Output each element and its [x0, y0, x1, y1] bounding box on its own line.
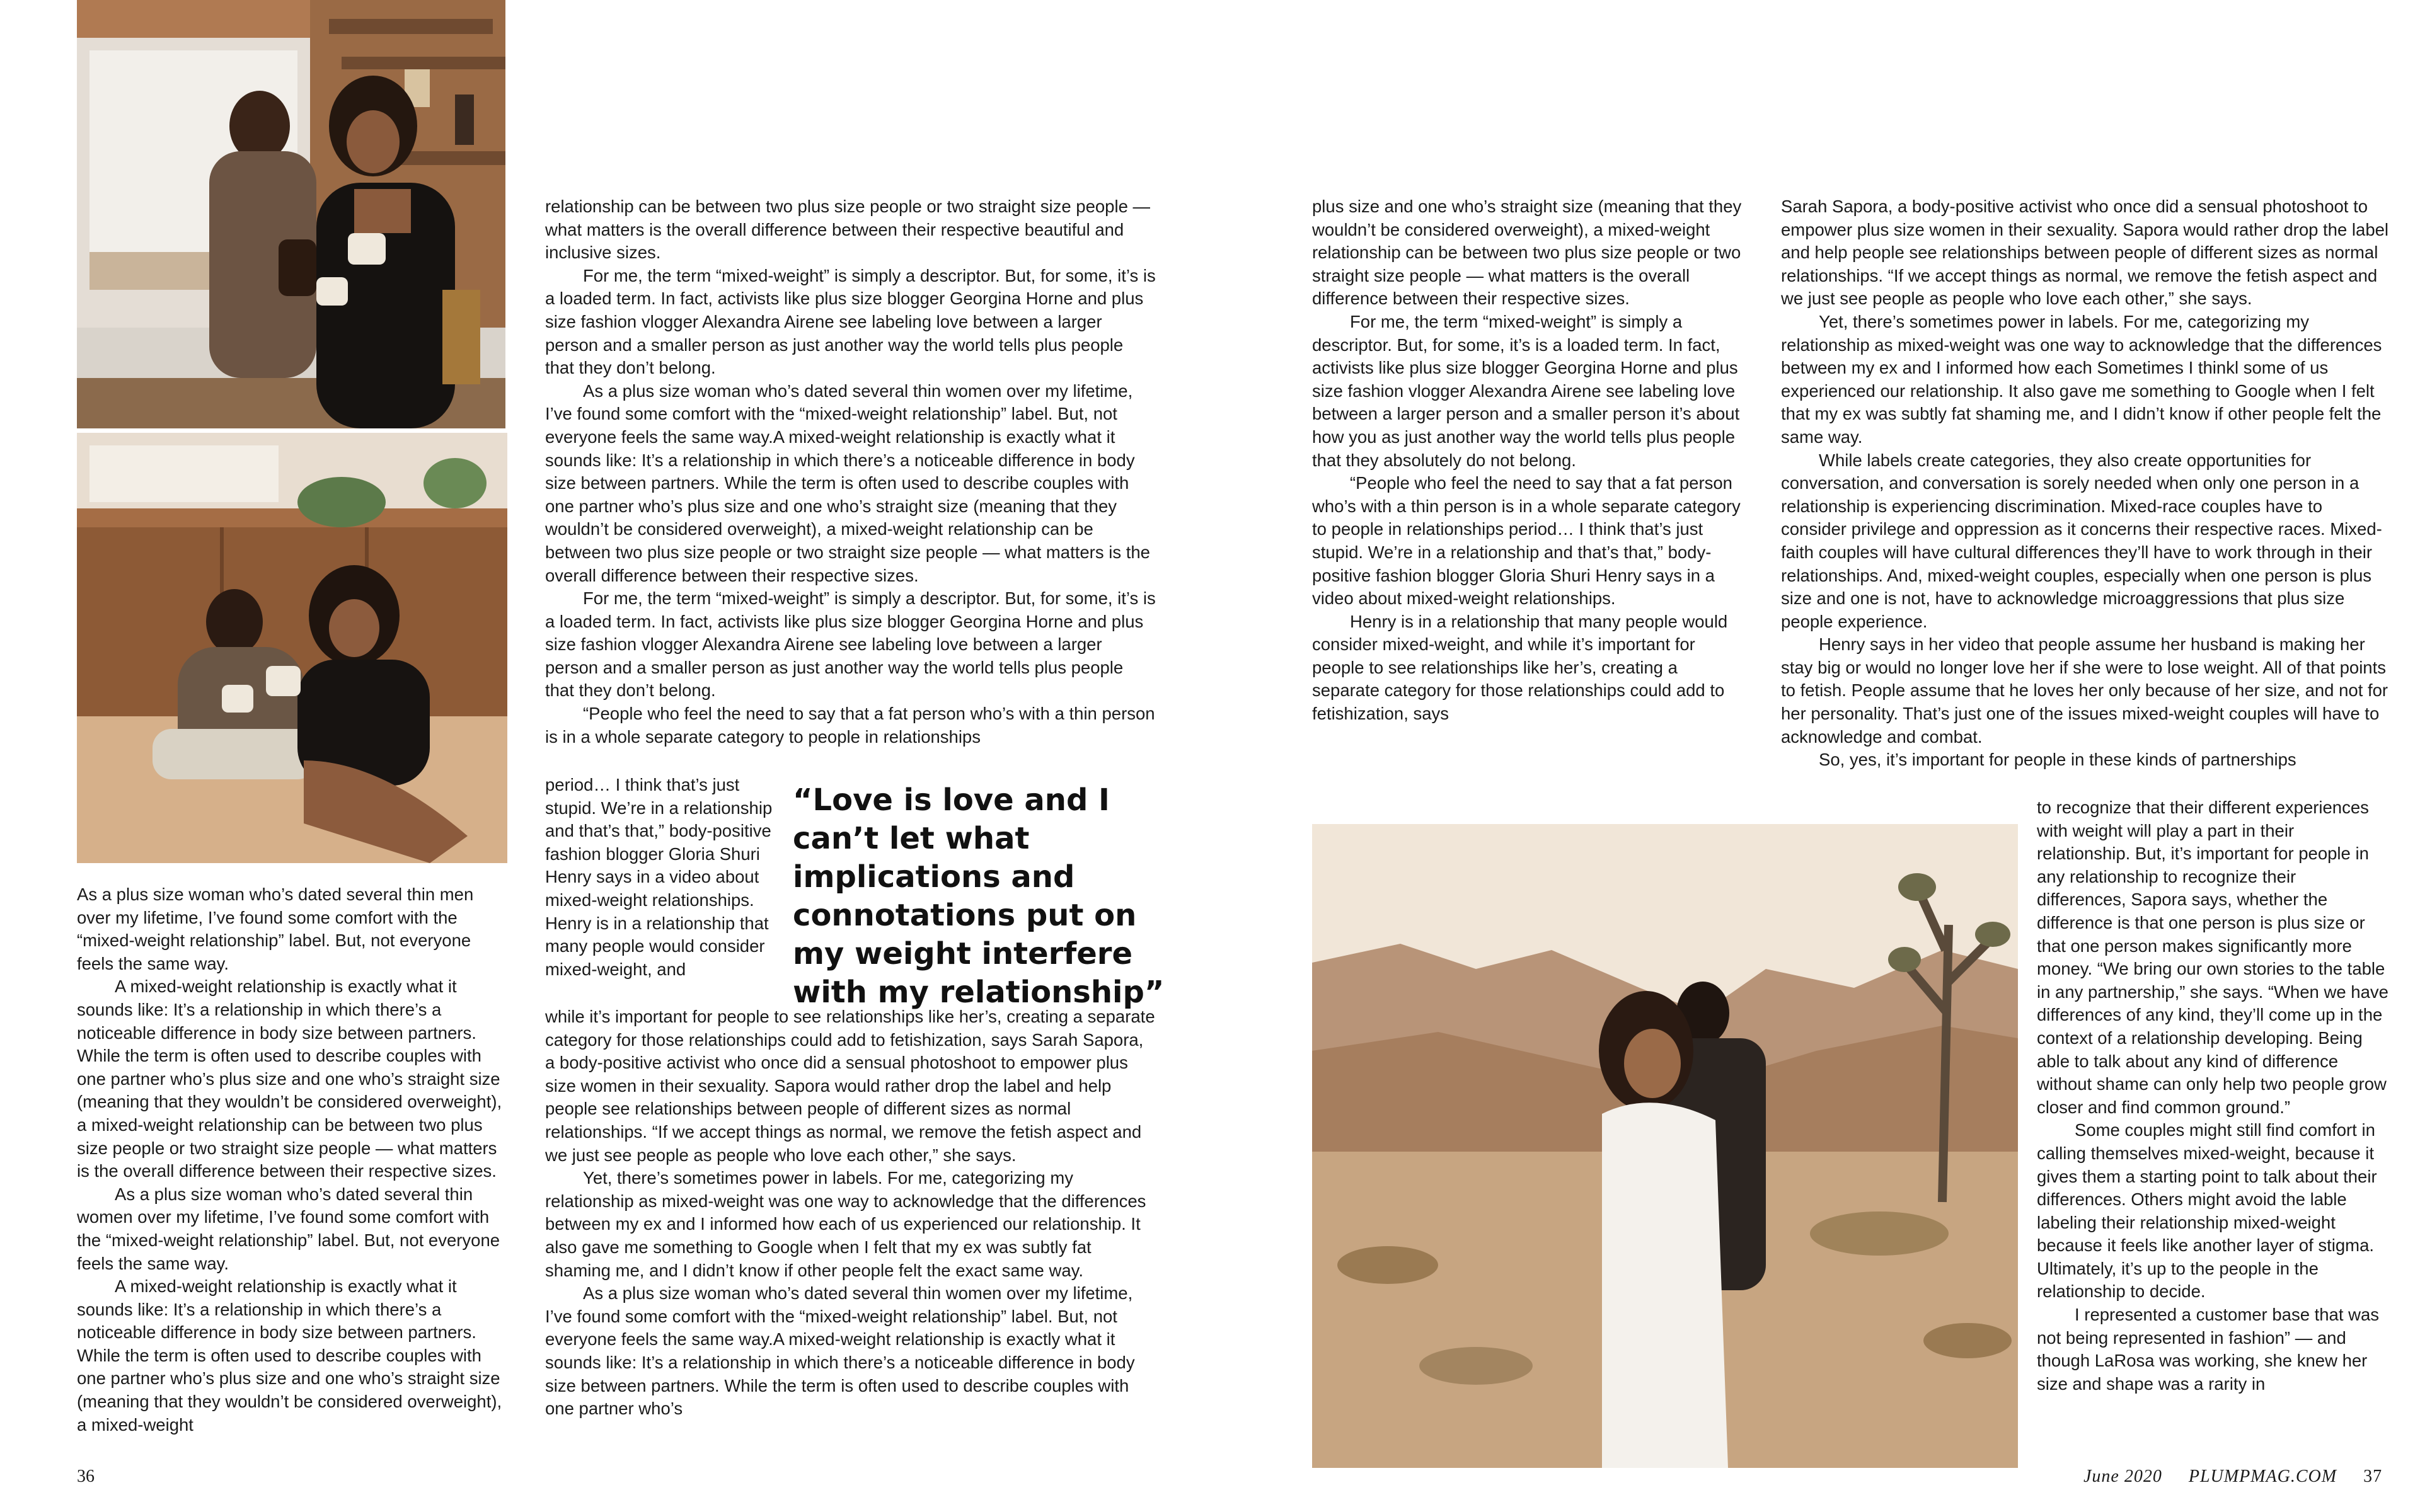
right-column-a — [1312, 195, 1747, 726]
body-paragraph: For me, the term “mixed-weight” is simply a descriptor. But, for some, it’s is a loaded term. In fact, activists like plus size blogger Georgina Horne and plus size fashion vlogger Alexandra Airene see labeling love between a larger person and a smaller person as just another way the world tells plus people that they don’t belong. — [545, 588, 1156, 701]
couple-kitchen-coffee-photo — [77, 0, 505, 428]
body-paragraph: Henry is in a relationship that many people would consider mixed-weight, and while it’s important for people to see relationships like her’s, creating a separate category for those relationships could add to fetishization, says — [1312, 611, 1728, 724]
body-paragraph: As a plus size woman who’s dated several thin women over my lifetime, I’ve found some comfort with the “mixed-weight relationship” label. But, not everyone feels the same way.A mixed-weight relationship is exactly what it sounds like: It’s a relationship in which there’s a noticeable difference in body size between partners. While the term is often used to describe couples with one partner who’s plus size and one who’s straight size (meaning that they wouldn’t be considered overweight), a mixed-weight relationship can be between two plus size people or two straight size people — what matters is the overall difference between their respective sizes. — [545, 381, 1150, 585]
right-page-footer — [2083, 1467, 2382, 1487]
right-narrow-column — [2037, 796, 2390, 1395]
body-paragraph: A mixed-weight relationship is exactly what it sounds like: It’s a relationship in which there’s a noticeable difference in body size between partners. While the term is often used to describe couples with one partner who’s plus size and one who’s straight size (meaning that they wouldn’t be considered overweight), a mixed-weight — [77, 1276, 502, 1435]
couple-kitchen-floor-photo — [77, 433, 507, 863]
center-bottom-column — [545, 1005, 1156, 1421]
center-narrow-column — [545, 774, 785, 981]
body-paragraph: Yet, there’s sometimes power in labels. For me, categorizing my relationship as mixed-weight was one way to acknowledge that the differences between my ex and I informed how each Sometimes I thinkl some of us experienced our relationship. It also gave me something to Google when I felt that my ex was subtly fat shaming me, and I didn’t know if other people felt the same way. — [1781, 311, 2382, 447]
body-paragraph: As a plus size woman who’s dated several thin women over my lifetime, I’ve found some comfort with the “mixed-weight relationship” label. But, not everyone feels the same way.A mixed-weight relationship is exactly what it sounds like: It’s a relationship in which there’s a noticeable difference in body size between partners. While the term is often used to describe couples with one partner who’s — [545, 1283, 1135, 1419]
body-paragraph: Sarah Sapora, a body-positive activist who once did a sensual photoshoot to empower plus size women in their sexuality. Sapora would rather drop the label and help people see relationships between people of different sizes as normal relationships. “If we accept things as normal, we remove the fetish aspect and we just see people as people who love each other,” she says. — [1781, 197, 2389, 309]
body-paragraph: While labels create categories, they also create opportunities for conversation, and conversation is sorely needed when only one person in a relationship is experiencing discrimination. Mixed-race couples have to consider privilege and oppression as it concerns their respective races. Mixed-faith couples will have cultural differences they’ll have to work through in their relationships. And, mixed-weight couples, especially when one person is plus size and one is not, have to acknowledge microaggressions that plus size people experience. — [1781, 450, 2382, 631]
body-paragraph: Yet, there’s sometimes power in labels. For me, categorizing my relationship as mixed-weight was one way to acknowledge that the differences between my ex and I informed how each of us experienced our relationship. It also gave me something to Google when I felt that my ex was subtly fat shaming me, and I didn’t know if other people felt the exact same way. — [545, 1168, 1146, 1280]
body-paragraph: while it’s important for people to see relationships like her’s, creating a separate category for those relationships could add to fetishization, says Sarah Sapora, a body-positive activist who once did a sensual photoshoot to empower plus size women in their sexuality. Sapora would rather drop the label and help people see relationships between people of different sizes as normal relationships. “If we accept things as normal, we remove the fetish aspect and we just see people as people who love each other,” she says. — [545, 1007, 1155, 1165]
body-paragraph: Some couples might still find comfort in calling themselves mixed-weight, because it gives them a starting point to talk about their differences. Others might avoid the lable labeling their relationship mixed-weight because it feels like another layer of stigma. Ultimately, it’s up to the people in the relationship to decide. — [2037, 1120, 2377, 1302]
body-paragraph: As a plus size woman who’s dated several thin women over my lifetime, I’ve found some comfort with the “mixed-weight relationship” label. But, not everyone feels the same way. — [77, 1184, 500, 1273]
body-paragraph: For me, the term “mixed-weight” is simply a descriptor. But, for some, it’s is a loaded term. In fact, activists like plus size blogger Georgina Horne and plus size fashion vlogger Alexandra Airene see labeling love between a larger person and a smaller person it’s about how you as just another way the world tells plus people that they absolutely do not belong. — [1312, 311, 1740, 470]
body-paragraph: period… I think that’s just stupid. We’re in a relationship and that’s that,” body-positive fashion blogger Gloria Shuri Henry says in a video about mixed-weight relationships. Henry is in a relationship that many people would consider mixed-weight, and — [545, 775, 773, 979]
body-paragraph: plus size and one who’s straight size (meaning that they wouldn’t be considered overweight), a mixed-weight relationship can be between two plus size people or two straight size people — what matters is the overall difference between their respective sizes. — [1312, 197, 1742, 309]
body-paragraph: A mixed-weight relationship is exactly what it sounds like: It’s a relationship in which there’s a noticeable difference in body size between partners. While the term is often used to describe couples with one partner who’s plus size and one who’s straight size (meaning that they wouldn’t be considered overweight), a mixed-weight relationship can be between two plus size people or two straight size people — what matters is the overall difference between their respective sizes. — [77, 976, 502, 1181]
body-paragraph: relationship can be between two plus size people or two straight size people — what matters is the overall difference between their respective beautiful and inclusive sizes. — [545, 197, 1151, 263]
center-top-column — [545, 195, 1156, 748]
couple-desert-photo — [1312, 824, 2018, 1468]
right-column-b — [1781, 195, 2392, 772]
right-page-number: 37 — [2363, 1467, 2383, 1486]
issue-date: June 2020 — [2083, 1467, 2162, 1486]
body-paragraph: As a plus size woman who’s dated several thin men over my lifetime, I’ve found some comfort with the “mixed-weight relationship” label. But, not everyone feels the same way. — [77, 885, 474, 973]
body-paragraph: For me, the term “mixed-weight” is simply a descriptor. But, for some, it’s is a loaded term. In fact, activists like plus size blogger Georgina Horne and plus size fashion vlogger Alexandra Airene see labeling love between a larger person and a smaller person as just another way the world tells plus people that they don’t belong. — [545, 265, 1156, 378]
left-lower-column — [77, 883, 510, 1436]
left-page-number: 36 — [77, 1467, 95, 1486]
pull-quote: “Love is love and I can’t let what implications and connotations put on my weight interfere with my relationship” — [793, 782, 1165, 1010]
body-paragraph: So, yes, it’s important for people in these kinds of partnerships — [1819, 750, 2296, 770]
body-paragraph: “People who feel the need to say that a fat person who’s with a thin person is in a whole separate category to people in relationships period… I think that’s just stupid. We’re in a relationship and that’s that,” body-positive fashion blogger Gloria Shuri Henry says in a video about mixed-weight relationships. — [1312, 473, 1741, 609]
body-paragraph: “People who feel the need to say that a fat person who’s with a thin person is in a whole separate category to people in relationships — [545, 704, 1155, 747]
magazine-site: PLUMPMAG.COM — [2188, 1467, 2337, 1486]
body-paragraph: to recognize that their different experiences with weight will play a part in their relationship. But, it’s important for people in any relationship to recognize their differences, Sapora says, whether the difference is that one person is plus size or that one person makes significantly more money. “We bring our own stories to the table in any partnership,” she says. “When we have differences of any kind, they’ll come up in the context of a relationship developing. Being able to talk about any kind of difference without shame can only help two people grow closer and find common ground.” — [2037, 798, 2388, 1117]
body-paragraph: I represented a customer base that was not being represented in fashion” — and though LaRosa was working, she knew her size and shape was a rarity in — [2037, 1305, 2380, 1394]
body-paragraph: Henry says in her video that people assume her husband is making her stay big or would no longer love her if she were to lose weight. All of that points to fetish. People assume that he loves her only because of her size, and not for her personality. That’s just one of the issues mixed-weight couples will have to acknowledge and combat. — [1781, 634, 2388, 747]
